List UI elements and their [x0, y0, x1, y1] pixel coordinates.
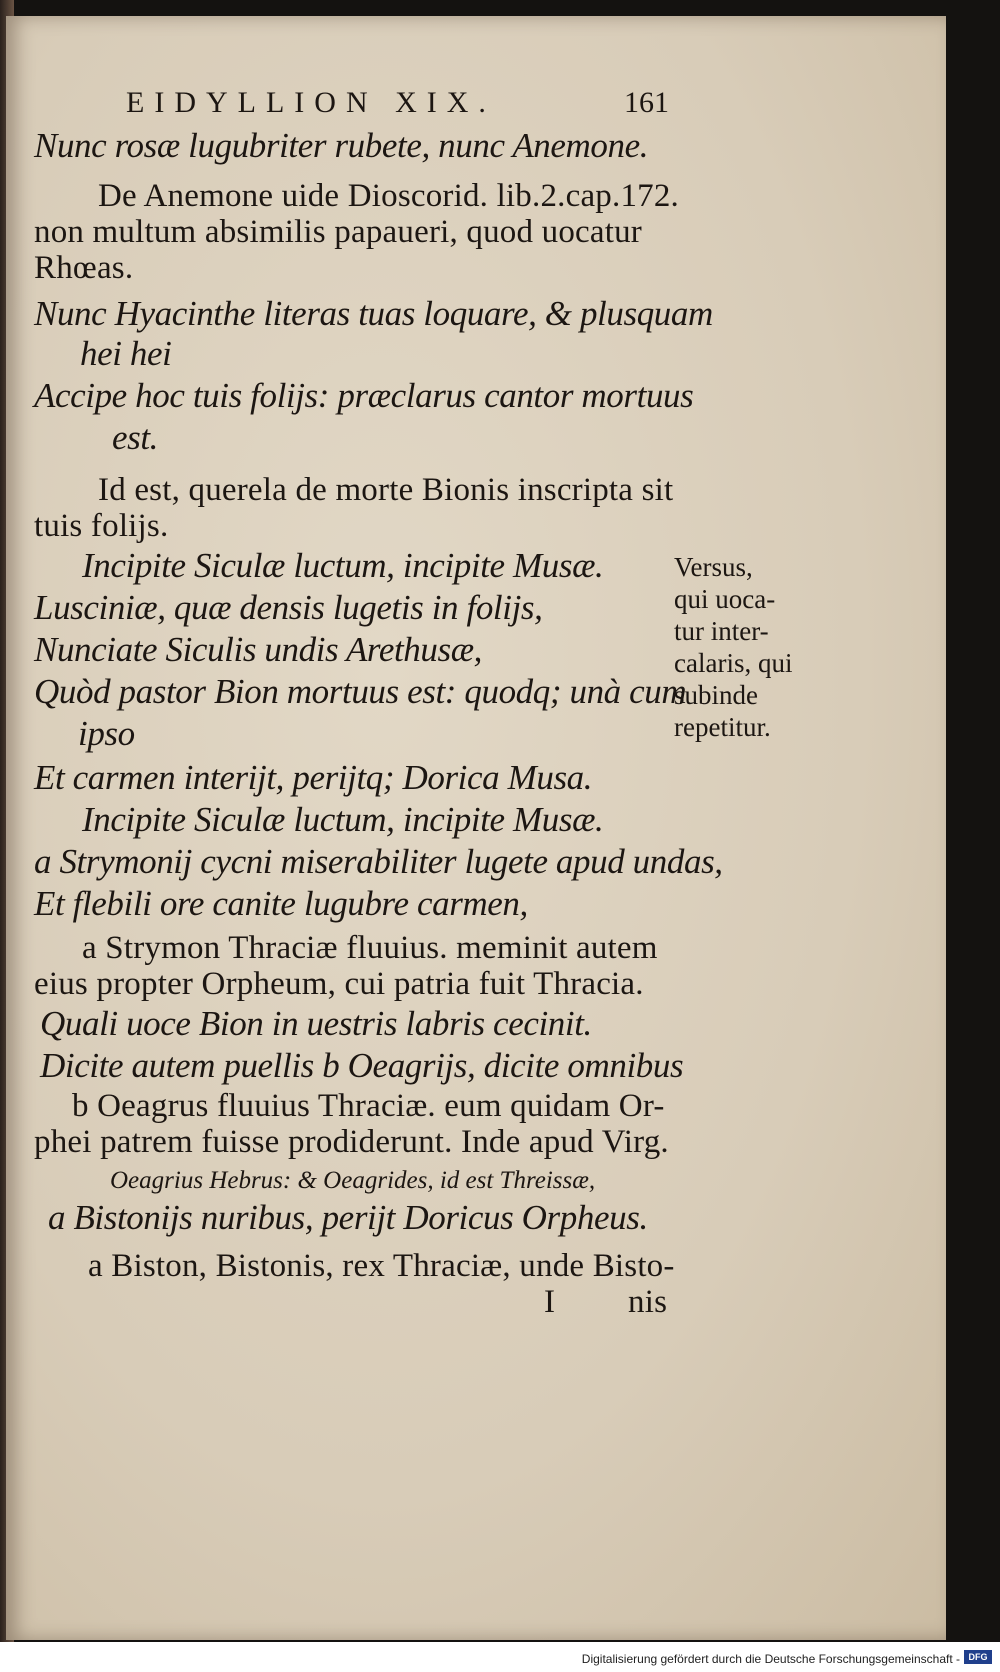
verse-line: Quòd pastor Bion mortuus est: quodq; unà cum: [34, 672, 687, 711]
margin-note-line: calaris, qui: [674, 648, 793, 678]
book-page: [6, 16, 946, 1640]
verse-line: Quali uoce Bion in uestris labris cecinit.: [40, 1004, 592, 1043]
verse-line: ipso: [78, 714, 135, 753]
verse-line: Et carmen interijt, perijtq; Dorica Musa.: [34, 758, 593, 797]
verse-line: a Bistonijs nuribus, perijt Doricus Orpheus.: [48, 1198, 648, 1237]
commentary-line: a Strymon Thraciæ fluuius. meminit autem: [82, 930, 658, 966]
funding-credit: Digitalisierung gefördert durch die Deutsche Forschungsgemeinschaft -: [581, 1652, 960, 1666]
commentary-line: De Anemone uide Dioscorid. lib.2.cap.172.: [98, 178, 679, 214]
refrain-line: Incipite Siculæ luctum, incipite Musæ.: [82, 546, 604, 585]
commentary-line: b Oeagrus fluuius Thraciæ. eum quidam Or-: [72, 1088, 665, 1124]
quotation-line: Oeagrius Hebrus: & Oeagrides, id est Threissæ,: [110, 1167, 596, 1194]
commentary-line: a Biston, Bistonis, rex Thraciæ, unde Bisto-: [88, 1248, 675, 1284]
verse-line: Accipe hoc tuis folijs: præclarus cantor mortuus: [34, 376, 694, 415]
page-number: 161: [624, 86, 669, 119]
verse-line: Lusciniæ, quæ densis lugetis in folijs,: [34, 588, 543, 627]
verse-line: hei hei: [80, 334, 172, 373]
margin-note-line: tur inter-: [674, 616, 769, 646]
margin-note-line: Versus,: [674, 552, 753, 582]
refrain-line: Incipite Siculæ luctum, incipite Musæ.: [82, 800, 604, 839]
commentary-line: Id est, querela de morte Bionis inscripta sit: [98, 472, 674, 508]
verse-line: Nunciate Siculis undis Arethusæ,: [34, 630, 483, 669]
margin-note-line: subinde: [674, 680, 758, 710]
verse-line: a Strymonij cycni miserabiliter lugete apud undas,: [34, 842, 723, 881]
verse-line: Dicite autem puellis b Oeagrijs, dicite omnibus: [40, 1046, 684, 1085]
commentary-line: non multum absimilis papaueri, quod uocatur: [34, 214, 642, 250]
verse-line: Et flebili ore canite lugubre carmen,: [34, 884, 528, 923]
verse-line: Nunc rosæ lugubriter rubete, nunc Anemone.: [34, 126, 649, 165]
running-header: EIDYLLION XIX.: [126, 86, 496, 119]
verse-line: Nunc Hyacinthe literas tuas loquare, & plusquam: [34, 294, 713, 333]
signature-mark: I: [544, 1284, 556, 1320]
verse-line: est.: [112, 418, 159, 457]
dfg-logo-icon: DFG: [964, 1650, 992, 1664]
commentary-line: tuis folijs.: [34, 508, 169, 544]
margin-note-line: repetitur.: [674, 712, 771, 742]
margin-note-line: qui uoca-: [674, 584, 776, 614]
commentary-line: Rhœas.: [34, 250, 134, 286]
commentary-line: phei patrem fuisse prodiderunt. Inde apud Virg.: [34, 1124, 669, 1160]
catchword: nis: [628, 1284, 668, 1320]
commentary-line: eius propter Orpheum, cui patria fuit Thracia.: [34, 966, 644, 1002]
